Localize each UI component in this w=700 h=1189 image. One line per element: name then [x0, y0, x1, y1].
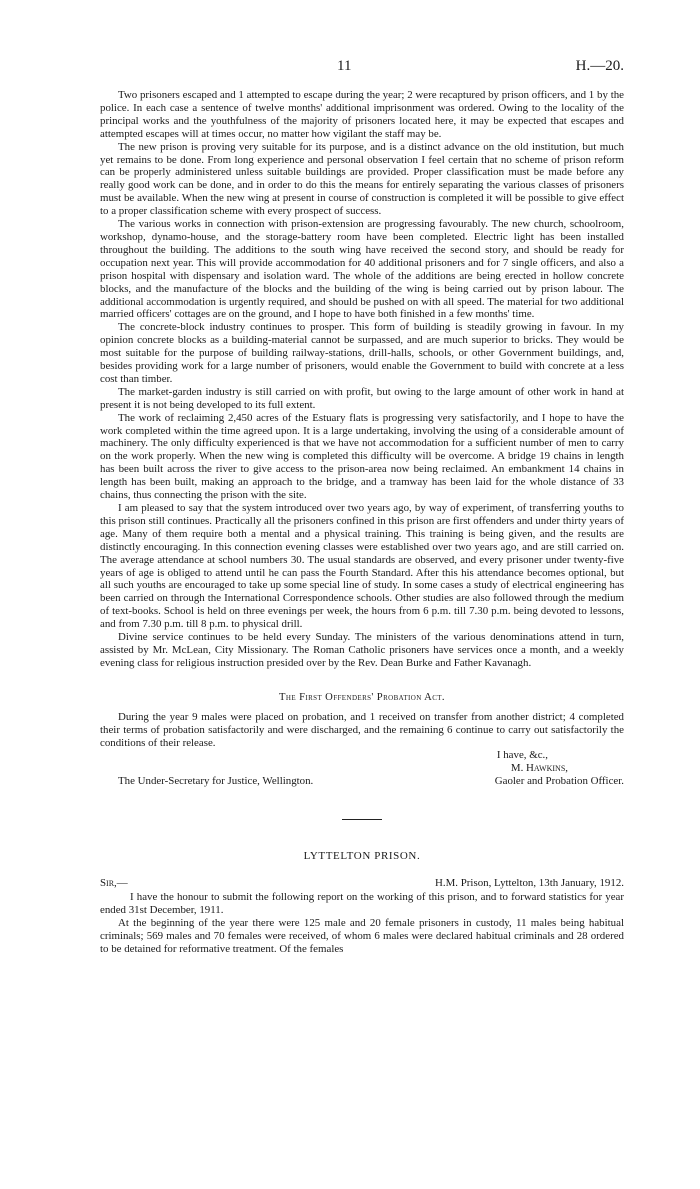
salutation: Sir,— — [100, 877, 128, 890]
paragraph-escapes: Two prisoners escaped and 1 attempted to escape during the year; 2 were recaptured by prison officers, and 1 by the police. In each case a sentence of twelve months' additional imprisonment was ordered. Owing to the locality of the principal works and the youthfulness of the majority of prisoners located here, it may be expected that escapes and attempted escapes will at times occur, no matter how vigilant the staff may be. — [100, 89, 624, 140]
paragraph-reclaiming: The work of reclaiming 2,450 acres of the Estuary flats is progressing very satisfactorily, and I hope to have the work completed within the time agreed upon. It is a large undertaking, involving the using of a considerable amount of machinery. The only difficulty experienced is that we have not accommodation for a sufficient number of men to carry on the work properly. When the new wing is completed this difficulty will be overcome. A bridge 19 chains in length has been built across the river to give access to the prison-area now being reclaimed. An embankment 14 chains in length has been built, making an approach to the bridge, and a tramway has been laid for the whole distance of 33 chains, thus connecting the prison with the site. — [100, 411, 624, 502]
addressee: The Under-Secretary for Justice, Wellington. — [118, 775, 314, 788]
lyttelton-title: LYTTELTON PRISON. — [303, 850, 421, 863]
document-reference: H.—20. — [575, 58, 624, 74]
paragraph-custody: At the beginning of the year there were 125 male and 20 female prisoners in custody, 11 males being habitual criminals; 569 males and 70 females were received, of whom 6 males were declared habitual criminals and 28 ordered to be detained for reformative treatment. Of the females — [100, 917, 624, 955]
paragraph-divine-service: Divine service continues to be held every Sunday. The ministers of the various denominations attend in turn, assisted by Mr. McLean, City Missionary. The Roman Catholic prisoners have services once a month, and a weekly evening class for religious instruction presided over by the Rev. Dean Burke and Father Kavanagh. — [100, 631, 624, 669]
dateline: H.M. Prison, Lyttelton, 13th January, 1912. — [435, 877, 624, 890]
closing: I have, &c., — [496, 749, 548, 762]
lyttelton-letter — [100, 891, 624, 956]
signatory: M. Hawkins, — [510, 762, 568, 775]
paragraph-new-prison: The new prison is proving very suitable for its purpose, and is a distinct advance on the old institution, but much yet remains to be done. From long experience and personal observation I feel certain that no scheme of prison reform can be properly administered unless suitable buildings are provided. Proper classification must be made before any really good work can be done, and in order to do this the means for entirely separating the various classes of prisoners must be available. When the new wing at present in course of construction is completed it will be possible to give effect to a proper classification scheme with every prospect of success. — [100, 140, 624, 218]
signoff-block — [100, 749, 624, 789]
section-divider — [342, 819, 382, 820]
paragraph-concrete-block: The concrete-block industry continues to prosper. This form of building is steadily growing in favour. In my opinion concrete blocks as a building-material cannot be surpassed, and are much superior to bricks. They would be most suitable for the purpose of building railway-stations, drill-halls, schools, or other Government buildings, and, besides providing work for a large number of prisoners, would enable the Government to build with concrete at a less cost than timber. — [100, 321, 624, 385]
probation-section-title: The First Offenders' Probation Act. — [279, 691, 445, 703]
report-body — [100, 89, 624, 956]
page-number: 11 — [337, 58, 352, 74]
signatory-position: Gaoler and Probation Officer. — [494, 775, 624, 788]
paragraph-probation: During the year 9 males were placed on probation, and 1 received on transfer from another district; 4 completed their terms of probation satisfactorily and were discharged, and the remaining 6 continue to carry out satisfactorily the conditions of their release. — [100, 710, 624, 749]
paragraph-works: The various works in connection with prison-extension are progressing favourably. The new church, schoolroom, workshop, dynamo-house, and the storage-battery room have been completed. Electric light has been installed throughout the building. The additions to the south wing have received the second story, and should be ready for occupation next year. This will provide accommodation for 40 additional prisoners and for 7 single officers, and also a prison hospital with dispensary and isolation ward. The whole of the additions are being erected in hollow concrete blocks, and the manufacture of the blocks and the building of the wing is being carried out by prison labour. The additional accommodation is urgently required, and should be pushed on with all speed. The material for two additional married officers' cottages are on the ground, and I hope to have both finished in a few months' time. — [100, 218, 624, 321]
paragraph-market-garden: The market-garden industry is still carried on with profit, but owing to the large amount of other work in hand at present it is not being developed to its full extent. — [100, 385, 624, 411]
paragraph-youths: I am pleased to say that the system introduced over two years ago, by way of experiment, of transferring youths to this prison still continues. Practically all the prisoners confined in this prison are first offenders and under thirty years of age. Many of them require both a mental and a physical training. This training is being given, and the results are distinctly encouraging. In this connection evening classes were established over two years ago, and are still carried on. The average attendance at school numbers 30. The usual standards are observed, and every prisoner under twenty-five years of age is obliged to attend until he can pass the Fourth Standard. After this his attendance becomes optional, but all such youths are encouraged to take up some special line of study. In some cases a study of electrical engineering has been carried on through the International Correspondence schools. Other studies are also followed through the medium of text-books. School is held on three evenings per week, the hours from 6 p.m. till 7.30 p.m. being devoted to lessons, and from 7.30 p.m. till 8 p.m. to physical drill. — [100, 502, 624, 631]
paragraph-submit-report: I have the honour to submit the following report on the working of this prison, and to forward statistics for year ended 31st December, 1911. — [100, 891, 624, 917]
salutation-row — [100, 877, 624, 891]
